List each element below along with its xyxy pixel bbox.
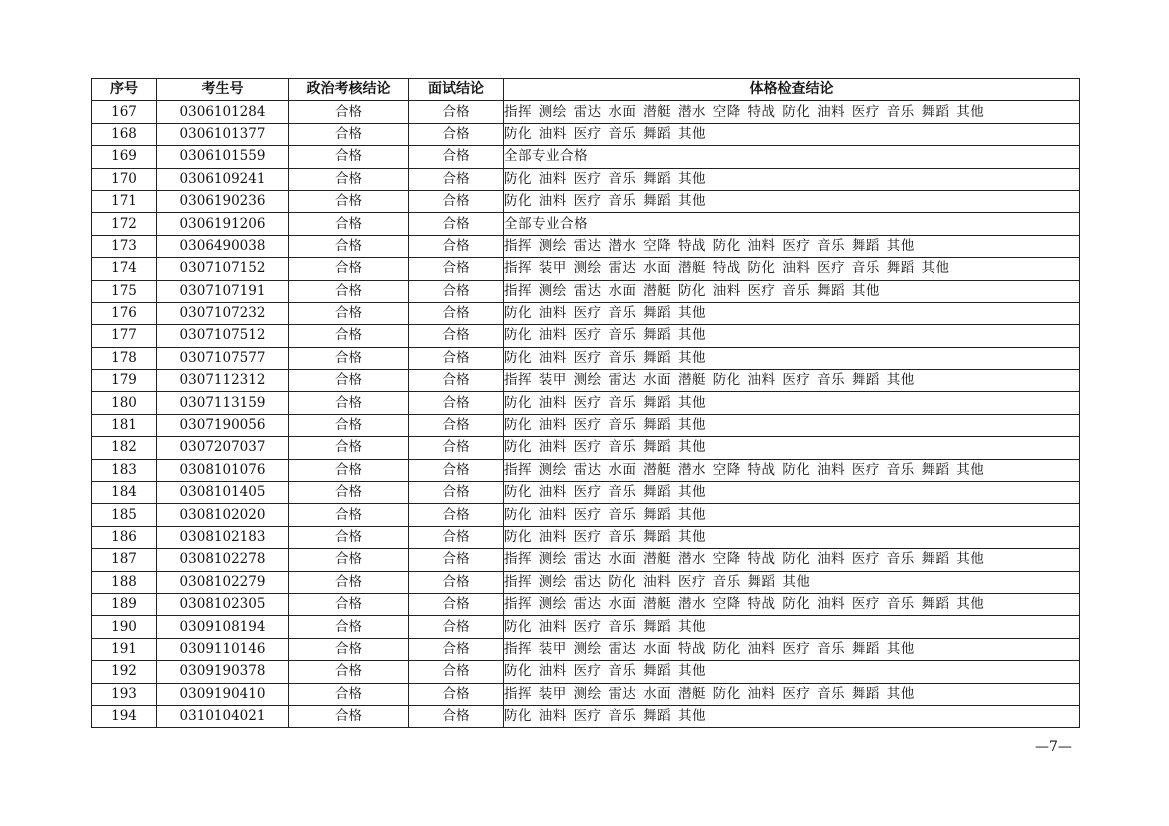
candidate-id: 0308102183 [157,526,289,548]
political-review-result: 合格 [289,168,409,190]
interview-result: 合格 [409,482,504,504]
table-row [92,616,1080,638]
interview-result: 合格 [409,549,504,571]
political-review-result: 合格 [289,437,409,459]
row-index: 179 [92,370,157,392]
table-row [92,571,1080,593]
header-index: 序号 [92,79,157,101]
table-row [92,504,1080,526]
physical-exam-result: 指挥 测绘 雷达 水面 潜艇 潜水 空降 特战 防化 油料 医疗 音乐 舞蹈 其他 [504,101,1080,123]
political-review-result: 合格 [289,101,409,123]
table-row [92,705,1080,727]
interview-result: 合格 [409,638,504,660]
candidate-id: 0307112312 [157,370,289,392]
political-review-result: 合格 [289,482,409,504]
interview-result: 合格 [409,661,504,683]
candidate-id: 0307107232 [157,302,289,324]
interview-result: 合格 [409,526,504,548]
table-row [92,526,1080,548]
political-review-result: 合格 [289,280,409,302]
candidate-id: 0306490038 [157,235,289,257]
interview-result: 合格 [409,302,504,324]
header-physical-exam: 体格检查结论 [504,79,1080,101]
table-row [92,549,1080,571]
physical-exam-result: 指挥 测绘 雷达 水面 潜艇 潜水 空降 特战 防化 油料 医疗 音乐 舞蹈 其他 [504,549,1080,571]
physical-exam-result: 防化 油料 医疗 音乐 舞蹈 其他 [504,123,1080,145]
interview-result: 合格 [409,683,504,705]
row-index: 188 [92,571,157,593]
physical-exam-result: 防化 油料 医疗 音乐 舞蹈 其他 [504,190,1080,212]
interview-result: 合格 [409,392,504,414]
political-review-result: 合格 [289,504,409,526]
table-row [92,213,1080,235]
table-row [92,235,1080,257]
candidate-id: 0309190410 [157,683,289,705]
political-review-result: 合格 [289,549,409,571]
table-header-row [92,79,1080,101]
interview-result: 合格 [409,168,504,190]
physical-exam-result: 防化 油料 医疗 音乐 舞蹈 其他 [504,661,1080,683]
candidate-id: 0306101559 [157,146,289,168]
candidate-id: 0307190056 [157,414,289,436]
table-row [92,683,1080,705]
table-row [92,347,1080,369]
physical-exam-result: 指挥 装甲 测绘 雷达 水面 潜艇 特战 防化 油料 医疗 音乐 舞蹈 其他 [504,258,1080,280]
candidate-id: 0306109241 [157,168,289,190]
table-row [92,459,1080,481]
political-review-result: 合格 [289,571,409,593]
physical-exam-result: 指挥 装甲 测绘 雷达 水面 潜艇 防化 油料 医疗 音乐 舞蹈 其他 [504,370,1080,392]
table-row [92,370,1080,392]
table-row [92,482,1080,504]
row-index: 194 [92,705,157,727]
interview-result: 合格 [409,414,504,436]
row-index: 171 [92,190,157,212]
row-index: 173 [92,235,157,257]
political-review-result: 合格 [289,661,409,683]
physical-exam-result: 全部专业合格 [504,146,1080,168]
candidate-id: 0309108194 [157,616,289,638]
table-row [92,123,1080,145]
political-review-result: 合格 [289,616,409,638]
political-review-result: 合格 [289,683,409,705]
row-index: 178 [92,347,157,369]
header-political-review: 政治考核结论 [289,79,409,101]
physical-exam-result: 全部专业合格 [504,213,1080,235]
row-index: 167 [92,101,157,123]
row-index: 177 [92,325,157,347]
physical-exam-result: 指挥 测绘 雷达 水面 潜艇 防化 油料 医疗 音乐 舞蹈 其他 [504,280,1080,302]
interview-result: 合格 [409,146,504,168]
table-body [92,101,1080,728]
table-row [92,638,1080,660]
candidate-id: 0308102305 [157,593,289,615]
candidate-id: 0309110146 [157,638,289,660]
row-index: 170 [92,168,157,190]
physical-exam-result: 指挥 测绘 雷达 防化 油料 医疗 音乐 舞蹈 其他 [504,571,1080,593]
results-table [91,78,1080,728]
row-index: 168 [92,123,157,145]
row-index: 184 [92,482,157,504]
row-index: 190 [92,616,157,638]
political-review-result: 合格 [289,414,409,436]
table-row [92,302,1080,324]
physical-exam-result: 防化 油料 医疗 音乐 舞蹈 其他 [504,526,1080,548]
political-review-result: 合格 [289,347,409,369]
row-index: 192 [92,661,157,683]
physical-exam-result: 防化 油料 医疗 音乐 舞蹈 其他 [504,414,1080,436]
physical-exam-result: 指挥 测绘 雷达 水面 潜艇 潜水 空降 特战 防化 油料 医疗 音乐 舞蹈 其他 [504,593,1080,615]
interview-result: 合格 [409,571,504,593]
interview-result: 合格 [409,325,504,347]
interview-result: 合格 [409,347,504,369]
physical-exam-result: 指挥 测绘 雷达 水面 潜艇 潜水 空降 特战 防化 油料 医疗 音乐 舞蹈 其他 [504,459,1080,481]
physical-exam-result: 指挥 装甲 测绘 雷达 水面 潜艇 防化 油料 医疗 音乐 舞蹈 其他 [504,683,1080,705]
row-index: 189 [92,593,157,615]
physical-exam-result: 防化 油料 医疗 音乐 舞蹈 其他 [504,392,1080,414]
political-review-result: 合格 [289,638,409,660]
political-review-result: 合格 [289,526,409,548]
political-review-result: 合格 [289,593,409,615]
table-row [92,325,1080,347]
interview-result: 合格 [409,280,504,302]
table-row [92,593,1080,615]
candidate-id: 0306191206 [157,213,289,235]
political-review-result: 合格 [289,190,409,212]
candidate-id: 0307107512 [157,325,289,347]
political-review-result: 合格 [289,705,409,727]
physical-exam-result: 防化 油料 医疗 音乐 舞蹈 其他 [504,437,1080,459]
political-review-result: 合格 [289,370,409,392]
physical-exam-result: 防化 油料 医疗 音乐 舞蹈 其他 [504,347,1080,369]
interview-result: 合格 [409,437,504,459]
candidate-id: 0306101377 [157,123,289,145]
candidate-id: 0307107152 [157,258,289,280]
candidate-id: 0308102279 [157,571,289,593]
table-row [92,661,1080,683]
interview-result: 合格 [409,370,504,392]
political-review-result: 合格 [289,123,409,145]
political-review-result: 合格 [289,146,409,168]
row-index: 191 [92,638,157,660]
interview-result: 合格 [409,213,504,235]
interview-result: 合格 [409,616,504,638]
interview-result: 合格 [409,504,504,526]
candidate-id: 0308101405 [157,482,289,504]
row-index: 187 [92,549,157,571]
row-index: 182 [92,437,157,459]
political-review-result: 合格 [289,302,409,324]
physical-exam-result: 防化 油料 医疗 音乐 舞蹈 其他 [504,302,1080,324]
political-review-result: 合格 [289,213,409,235]
row-index: 176 [92,302,157,324]
candidate-id: 0308102020 [157,504,289,526]
row-index: 181 [92,414,157,436]
physical-exam-result: 防化 油料 医疗 音乐 舞蹈 其他 [504,705,1080,727]
candidate-id: 0308101076 [157,459,289,481]
candidate-id: 0306101284 [157,101,289,123]
interview-result: 合格 [409,593,504,615]
candidate-id: 0306190236 [157,190,289,212]
interview-result: 合格 [409,459,504,481]
row-index: 185 [92,504,157,526]
political-review-result: 合格 [289,235,409,257]
interview-result: 合格 [409,101,504,123]
header-interview: 面试结论 [409,79,504,101]
physical-exam-result: 防化 油料 医疗 音乐 舞蹈 其他 [504,482,1080,504]
physical-exam-result: 指挥 测绘 雷达 潜水 空降 特战 防化 油料 医疗 音乐 舞蹈 其他 [504,235,1080,257]
page-number: —7— [1035,739,1072,755]
row-index: 174 [92,258,157,280]
physical-exam-result: 防化 油料 医疗 音乐 舞蹈 其他 [504,325,1080,347]
candidate-id: 0307107191 [157,280,289,302]
physical-exam-result: 防化 油料 医疗 音乐 舞蹈 其他 [504,616,1080,638]
table-row [92,190,1080,212]
row-index: 186 [92,526,157,548]
table-row [92,414,1080,436]
candidate-id: 0307113159 [157,392,289,414]
interview-result: 合格 [409,123,504,145]
row-index: 169 [92,146,157,168]
row-index: 183 [92,459,157,481]
row-index: 180 [92,392,157,414]
physical-exam-result: 防化 油料 医疗 音乐 舞蹈 其他 [504,168,1080,190]
table-row [92,168,1080,190]
table-row [92,280,1080,302]
interview-result: 合格 [409,235,504,257]
physical-exam-result: 防化 油料 医疗 音乐 舞蹈 其他 [504,504,1080,526]
table-row [92,437,1080,459]
interview-result: 合格 [409,190,504,212]
row-index: 175 [92,280,157,302]
candidate-id: 0307207037 [157,437,289,459]
header-candidate-id: 考生号 [157,79,289,101]
row-index: 172 [92,213,157,235]
political-review-result: 合格 [289,459,409,481]
candidate-id: 0310104021 [157,705,289,727]
table-row [92,392,1080,414]
physical-exam-result: 指挥 装甲 测绘 雷达 水面 特战 防化 油料 医疗 音乐 舞蹈 其他 [504,638,1080,660]
interview-result: 合格 [409,705,504,727]
row-index: 193 [92,683,157,705]
political-review-result: 合格 [289,258,409,280]
candidate-id: 0307107577 [157,347,289,369]
table-row [92,146,1080,168]
table-row [92,101,1080,123]
candidate-id: 0309190378 [157,661,289,683]
interview-result: 合格 [409,258,504,280]
table-row [92,258,1080,280]
political-review-result: 合格 [289,392,409,414]
candidate-id: 0308102278 [157,549,289,571]
political-review-result: 合格 [289,325,409,347]
